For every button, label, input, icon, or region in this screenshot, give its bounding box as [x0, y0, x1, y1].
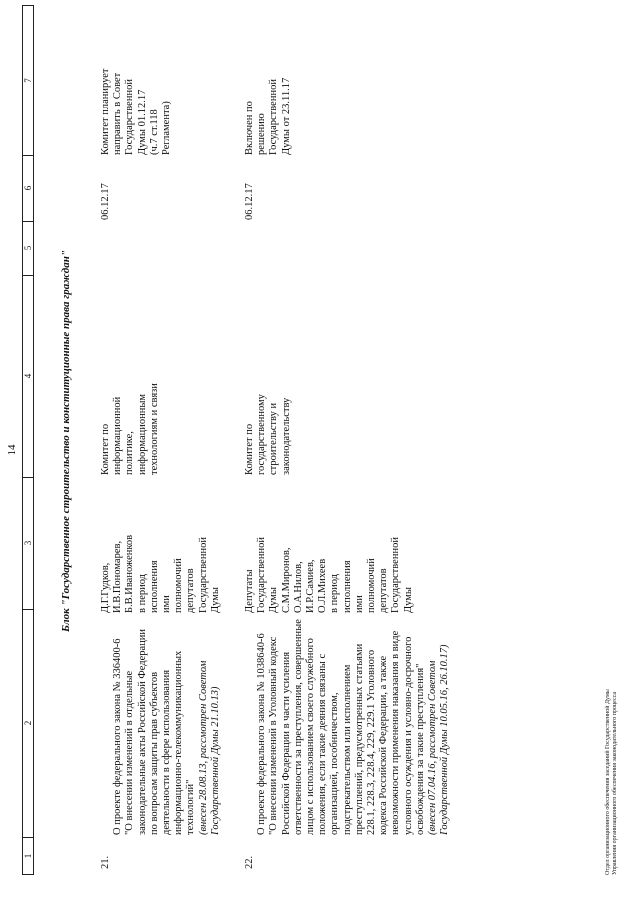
project-note: (внесен 28.08.13, рассмотрен Советом Государственной Думы 21.10.13) — [197, 660, 221, 835]
column-header-4: 4 — [23, 275, 33, 478]
project-cell — [244, 617, 464, 835]
column-header-row — [22, 5, 34, 875]
block-title: Блок "Государственное строительство и конституционные права граждан" — [60, 250, 72, 632]
row-number: 22. — [244, 855, 255, 869]
column-header-3: 3 — [23, 477, 33, 610]
column-header-5: 5 — [23, 221, 33, 276]
project-note: (внесен 07.04.16, рассмотрен Советом Государственной Думы 10.05.16, 26.10.17) — [427, 644, 451, 835]
note-cell: Комитет планирует направить в Совет Государственной Думы 01.12.17 (ч.7 ст.118 Регламента) — [100, 68, 173, 155]
authors-cell: Депутаты Государственной Думы С.М.Миронов, О.А.Нилов, И.Р.Самиев, О.Л.Михеев в период исполнения ими полномочий депутатов Государственной Думы — [244, 537, 414, 613]
column-header-6: 6 — [23, 155, 33, 222]
project-cell — [100, 617, 234, 835]
footer-line-1: Отдел организационного обеспечения заседаний Государственной Думы — [605, 689, 611, 875]
footer — [605, 689, 619, 875]
project-text: О проекте федерального закона № 1038640-6 "О внесении изменений в Уголовный кодекс Российской Федерации в части усиления ответственности за преступления, совершенные лицом с использованием своего служебного положения, если такие деяния связаны с организацией, пособничеством, подстрекательством или исполнением преступлений, предусмотренных статьями 228.1, 228.3, 228.4, 229, 229.1 Уголовного кодекса Российской Федерации, а также невозможности применения наказания в виде условного осуждения и условно-досрочного освобождения за такие преступления" — [256, 619, 426, 835]
date-cell: 06.12.17 — [100, 183, 111, 220]
footer-line-2: Управления организационного обеспечения законодательного процесса — [612, 691, 618, 875]
date-cell: 06.12.17 — [244, 183, 255, 220]
column-header-1: 1 — [23, 853, 33, 859]
committee-cell: Комитет по информационной политике, информационным технологиям и связи — [100, 383, 160, 475]
column-header-2: 2 — [23, 609, 33, 838]
page-number: 14 — [6, 444, 18, 456]
project-text: О проекте федерального закона № 336400-6 "О внесении изменений в отдельные законодательные акты Российской Федерации по вопросам защиты прав субъектов деятельности в сфере использования информационно-телекоммуникационных технологий" — [112, 628, 197, 835]
column-header-7: 7 — [23, 6, 33, 156]
committee-cell: Комитет по государственному строительству и законодательству — [244, 394, 292, 475]
authors-cell: Д.Г.Гудков, И.В.Пономарев, Б.В.Иваноженков в период исполнения ими полномочий депутатов Государственной Думы — [100, 534, 221, 613]
row-number: 21. — [100, 855, 111, 869]
note-cell: Включен по решению Государственной Думы от 23.11.17 — [244, 77, 292, 155]
